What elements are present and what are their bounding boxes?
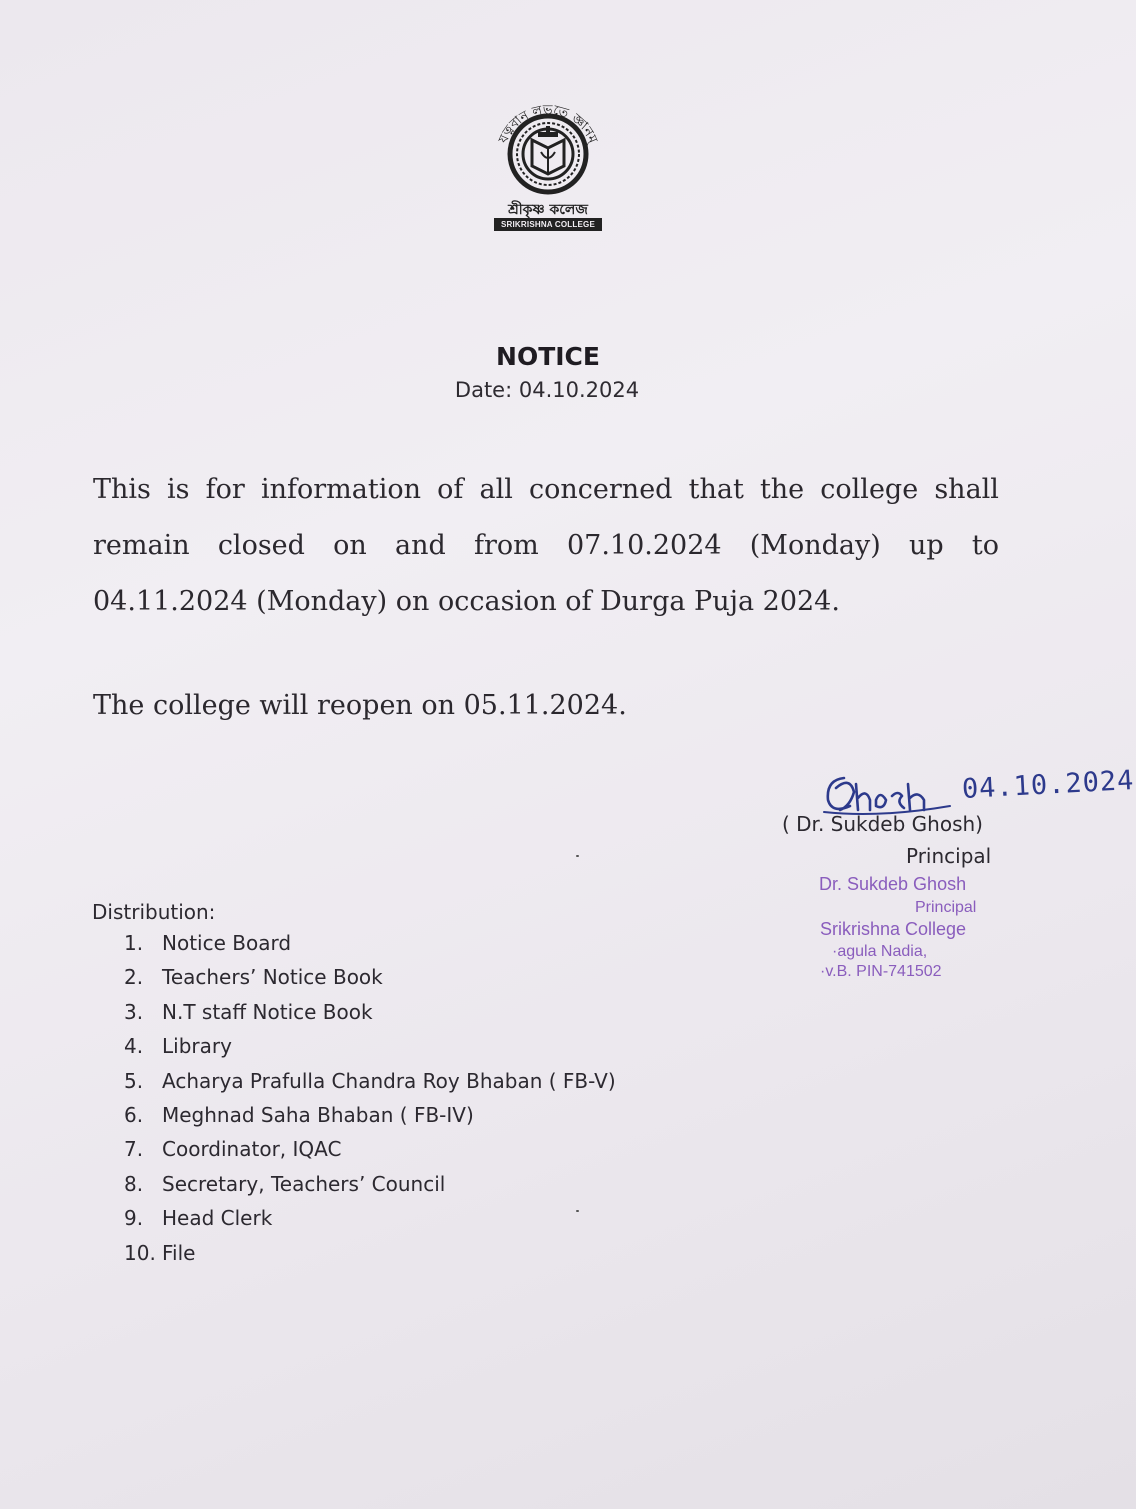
notice-body <box>93 462 999 630</box>
distribution-item <box>124 1136 616 1170</box>
reopen-statement: The college will reopen on 05.11.2024. <box>93 690 627 721</box>
distribution-item-text: Acharya Prafulla Chandra Roy Bhaban ( FB-V) <box>162 1068 616 1093</box>
distribution-item-text: Secretary, Teachers’ Council <box>162 1171 446 1196</box>
body-word: all <box>479 474 513 505</box>
body-line-2 <box>93 518 999 574</box>
signatory-title: Principal <box>906 844 992 868</box>
body-word: and <box>395 530 446 561</box>
distribution-item-number: 10. <box>124 1240 156 1265</box>
distribution-item-number: 8. <box>124 1171 144 1196</box>
distribution-item-number: 7. <box>124 1137 144 1162</box>
body-word: on <box>333 530 367 561</box>
body-word: This <box>93 474 151 505</box>
distribution-item <box>124 964 616 998</box>
distribution-item-number: 4. <box>124 1034 144 1059</box>
distribution-item-text: Teachers’ Notice Book <box>162 965 383 990</box>
college-logo <box>486 92 610 234</box>
distribution-item <box>124 1240 616 1274</box>
body-word: that <box>688 474 744 505</box>
notice-date: Date: 04.10.2024 <box>454 378 640 402</box>
distribution-item <box>124 1102 616 1136</box>
distribution-item-number: 9. <box>124 1206 144 1231</box>
distribution-label: Distribution: <box>92 900 216 924</box>
distribution-item-number: 5. <box>124 1068 144 1093</box>
distribution-item-text: Library <box>162 1034 232 1059</box>
stamp-title: Principal <box>915 899 977 916</box>
body-word: (Monday) <box>749 530 881 561</box>
distribution-item <box>124 1205 616 1239</box>
paper-speck <box>576 855 579 857</box>
distribution-item-number: 1. <box>124 931 144 955</box>
distribution-list <box>124 930 616 1274</box>
distribution-item <box>124 1171 616 1205</box>
body-word: concerned <box>529 474 673 505</box>
distribution-item-number: 3. <box>124 999 144 1024</box>
svg-text:শ্রীকৃষ্ণ কলেজ: শ্রীকৃষ্ণ কলেজ <box>508 202 588 218</box>
stamp-name: Dr. Sukdeb Ghosh <box>819 874 967 894</box>
stamp-pin: ·v.B. PIN-741502 <box>820 963 942 980</box>
distribution-item <box>124 1068 616 1102</box>
stamp-address: ·agula Nadia, <box>832 943 928 960</box>
body-word: 07.10.2024 <box>566 530 722 561</box>
distribution-item-number: 2. <box>124 965 144 990</box>
distribution-item <box>124 930 616 964</box>
distribution-item-text: Notice Board <box>162 931 292 955</box>
stamp-college: Srikrishna College <box>820 919 967 939</box>
distribution-item <box>124 1033 616 1067</box>
distribution-item-text: File <box>162 1240 196 1265</box>
paper-speck <box>576 1210 579 1212</box>
body-line-1 <box>93 462 999 518</box>
svg-text:যত্নবান্ লভতে জ্ঞানম্: যত্নবান্ লভতে জ্ঞানম্ <box>496 102 600 146</box>
body-word: remain <box>93 530 190 561</box>
body-word: is <box>167 474 190 505</box>
body-word: for <box>205 474 245 505</box>
distribution-item-text: Meghnad Saha Bhaban ( FB-IV) <box>162 1102 474 1127</box>
body-word: the <box>759 474 805 505</box>
logo-banner: SRIKRISHNA COLLEGE <box>494 218 602 231</box>
body-word: to <box>971 530 999 561</box>
distribution-item-text: Head Clerk <box>162 1206 273 1231</box>
body-word: of <box>437 474 464 505</box>
college-emblem-icon <box>486 92 610 218</box>
body-line-3: 04.11.2024 (Monday) on occasion of Durga Puja 2024. <box>93 586 840 617</box>
signatory-name: ( Dr. Sukdeb Ghosh) <box>782 812 983 836</box>
distribution-item-text: Coordinator, IQAC <box>162 1137 342 1162</box>
distribution-item-number: 6. <box>124 1102 144 1127</box>
distribution-item-text: N.T staff Notice Book <box>162 999 373 1024</box>
signature-date: 04.10.2024 <box>961 764 1136 805</box>
notice-title: NOTICE <box>496 342 600 371</box>
body-word: college <box>820 474 919 505</box>
distribution-item <box>124 999 616 1033</box>
body-word: from <box>474 530 539 561</box>
body-word: information <box>260 474 421 505</box>
body-word: closed <box>217 530 305 561</box>
body-word: shall <box>934 474 999 505</box>
body-word: up <box>908 530 944 561</box>
